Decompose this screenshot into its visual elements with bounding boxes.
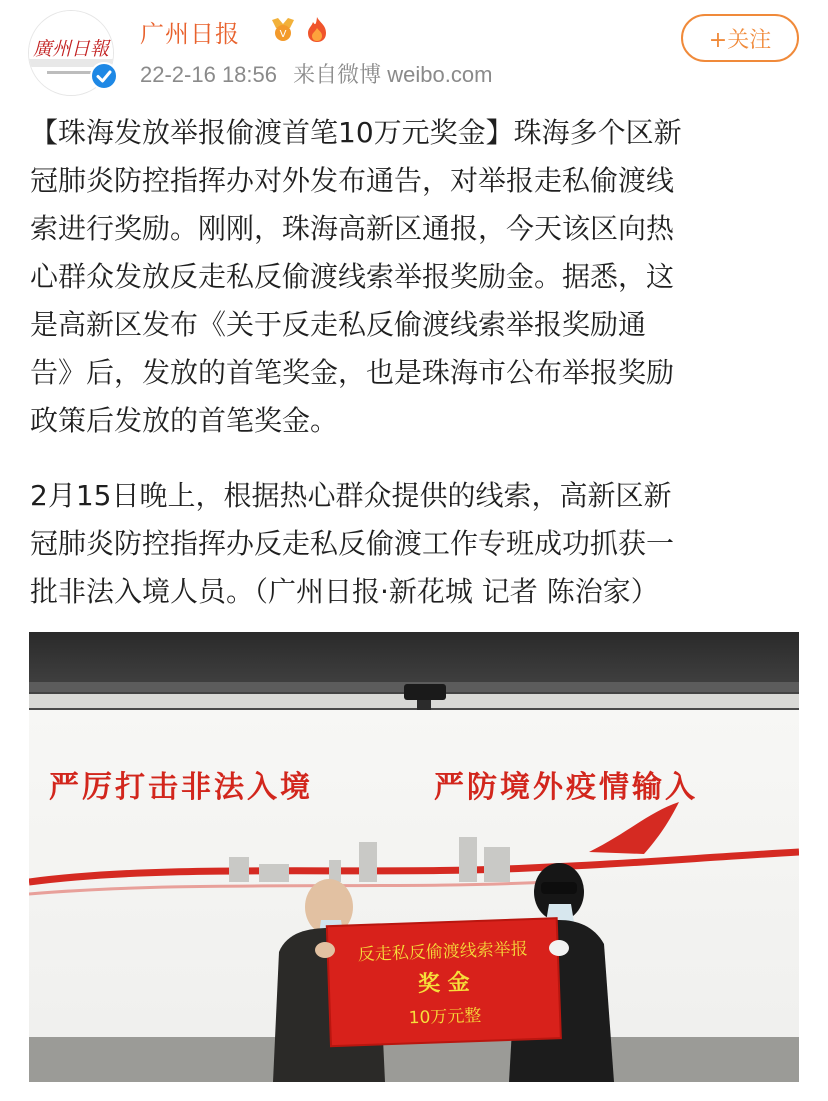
verified-icon [90,62,118,90]
text-line: 冠肺炎防控指挥办反走私反偷渡工作专班成功抓获一 [30,527,675,560]
text-line: 政策后发放的首笔奖金。 [30,404,339,437]
text-line: 告》后，发放的首笔奖金，也是珠海市公布举报奖励 [30,356,675,389]
text-line: 心群众发放反走私反偷渡线索举报奖励金。据悉，这 [30,260,675,293]
text-line: 【珠海发放举报偷渡首笔10万元奖金】珠海多个区新 [30,116,682,149]
text-line: 索进行奖励。刚刚，珠海高新区通报，今天该区向热 [30,212,675,245]
post-paragraph-2 [30,472,798,616]
author-name[interactable]: 广州日报 [140,20,240,48]
medal-icon [268,14,298,44]
follow-button[interactable]: +关注 [681,14,799,62]
text-line: 2月15日晚上，根据热心群众提供的线索，高新区新 [30,479,672,512]
sign-line-2: 奖 金 [417,970,471,998]
banner-left: 严厉打击非法入境 [49,770,313,805]
text-line: 冠肺炎防控指挥办对外发布通告，对举报走私偷渡线 [30,164,675,197]
sign-line-3: 10万元整 [408,1005,482,1029]
post-header [0,0,828,100]
post-meta [140,58,492,89]
post-paragraph-1 [30,109,798,445]
photo-scene [29,632,799,1082]
fire-icon [302,14,332,44]
text-line: 批非法入境人员。（广州日报·新花城 记者 陈治家） [30,575,659,608]
avatar-logo-text: 廣州日報 [32,38,110,60]
badges [268,14,332,44]
sign-line-1: 反走私反偷渡线索举报 [357,939,529,966]
post-source: 来自微博 weibo.com [293,62,493,87]
post-photo[interactable] [29,632,799,1082]
camera-icon [404,684,446,700]
post-timestamp: 22-2-16 18:56 [140,62,277,87]
text-line: 是高新区发布《关于反走私反偷渡线索举报奖励通 [30,308,647,341]
banner-right: 严防境外疫情输入 [434,770,698,805]
svg-text:V: V [279,29,287,40]
